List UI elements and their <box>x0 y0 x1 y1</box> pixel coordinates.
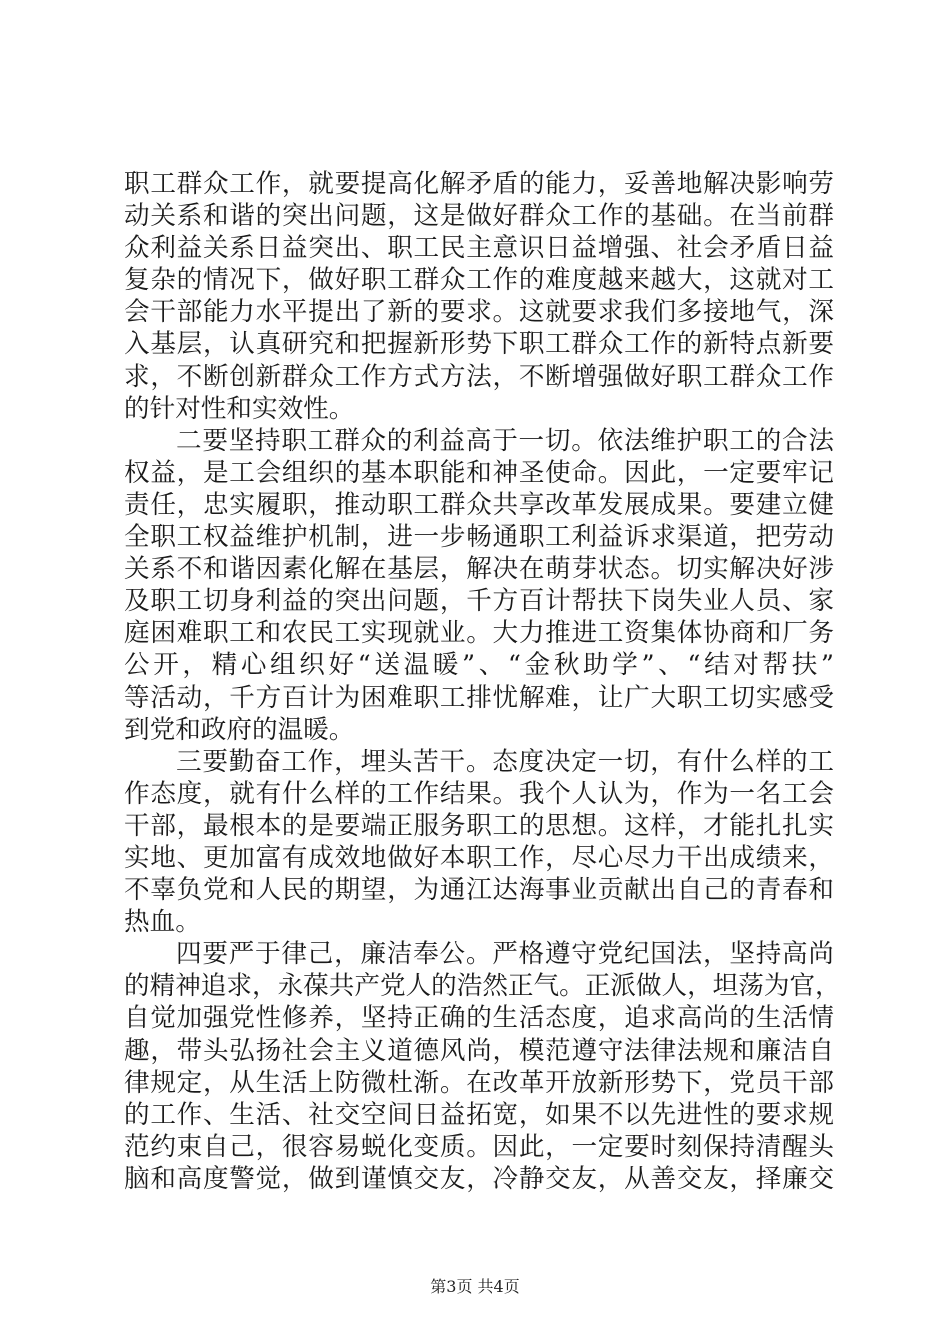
text-line: 动关系和谐的突出问题，这是做好群众工作的基础。在当前群 <box>124 201 834 232</box>
text-line: 会干部能力水平提出了新的要求。这就要求我们多接地气，深 <box>124 297 834 328</box>
text-line: 三要勤奋工作，埋头苦干。态度决定一切，有什么样的工 <box>176 746 834 777</box>
text-line: 四要严于律己，廉洁奉公。严格遵守党纪国法，坚持高尚 <box>176 939 834 970</box>
text-line: 趣，带头弘扬社会主义道德风尚，模范遵守法律法规和廉洁自 <box>124 1035 834 1066</box>
text-line: 范约束自己，很容易蜕化变质。因此，一定要时刻保持清醒头 <box>124 1131 834 1162</box>
text-line: 众利益关系日益突出、职工民主意识日益增强、社会矛盾日益 <box>124 233 834 264</box>
text-line: 等活动，千方百计为困难职工排忧解难，让广大职工切实感受 <box>124 682 834 713</box>
text-line: 干部，最根本的是要端正服务职工的思想。这样，才能扎扎实 <box>124 810 834 841</box>
text-line: 入基层，认真研究和把握新形势下职工群众工作的新特点新要 <box>124 329 834 360</box>
page-footer <box>0 1274 950 1297</box>
text-line: 全职工权益维护机制，进一步畅通职工利益诉求渠道，把劳动 <box>124 522 834 553</box>
text-line: 责任，忠实履职，推动职工群众共享改革发展成果。要建立健 <box>124 489 834 520</box>
paragraph-1 <box>124 168 834 425</box>
paragraph-3 <box>124 746 834 939</box>
text-line: 自觉加强党性修养，坚持正确的生活态度，追求高尚的生活情 <box>124 1003 834 1034</box>
text-line: 复杂的情况下，做好职工群众工作的难度越来越大，这就对工 <box>124 265 834 296</box>
text-line: 实地、更加富有成效地做好本职工作，尽心尽力干出成绩来， <box>124 842 834 873</box>
text-line: 关系不和谐因素化解在基层，解决在萌芽状态。切实解决好涉 <box>124 554 834 585</box>
paragraph-4 <box>124 938 841 1195</box>
text-line: 求，不断创新群众工作方式方法，不断增强做好职工群众工作 <box>124 361 834 392</box>
text-line: 公开，精心组织好“送温暖”、“金秋助学”、“结对帮扶” <box>124 650 834 681</box>
text-line: 庭困难职工和农民工实现就业。大力推进工资集体协商和厂务 <box>124 618 834 649</box>
document-body <box>124 168 841 1195</box>
text-line: 作态度，就有什么样的工作结果。我个人认为，作为一名工会 <box>124 778 834 809</box>
text-line: 的工作、生活、社交空间日益拓宽，如果不以先进性的要求规 <box>124 1099 834 1130</box>
text-line: 到党和政府的温暖。 <box>124 714 355 745</box>
page-number-label: 第3页 共4页 <box>430 1277 520 1296</box>
text-line: 职工群众工作，就要提高化解矛盾的能力，妥善地解决影响劳 <box>124 169 834 199</box>
text-line: 权益，是工会组织的基本职能和神圣使命。因此，一定要牢记 <box>124 457 834 488</box>
text-line: 不辜负党和人民的期望，为通江达海事业贡献出自己的青春和 <box>124 875 834 906</box>
text-line: 二要坚持职工群众的利益高于一切。依法维护职工的合法 <box>176 425 834 456</box>
text-line: 及职工切身利益的突出问题，千方百计帮扶下岗失业人员、家 <box>124 586 834 617</box>
text-line: 的针对性和实效性。 <box>124 393 355 424</box>
paragraph-2 <box>124 425 834 746</box>
text-line: 律规定，从生活上防微杜渐。在改革开放新形势下，党员干部 <box>124 1067 834 1098</box>
text-line: 脑和高度警觉，做到谨慎交友，冷静交友，从善交友，择廉交 <box>124 1163 834 1194</box>
text-line: 的精神追求，永葆共产党人的浩然正气。正派做人，坦荡为官， <box>124 971 841 1002</box>
text-line: 热血。 <box>124 907 201 938</box>
